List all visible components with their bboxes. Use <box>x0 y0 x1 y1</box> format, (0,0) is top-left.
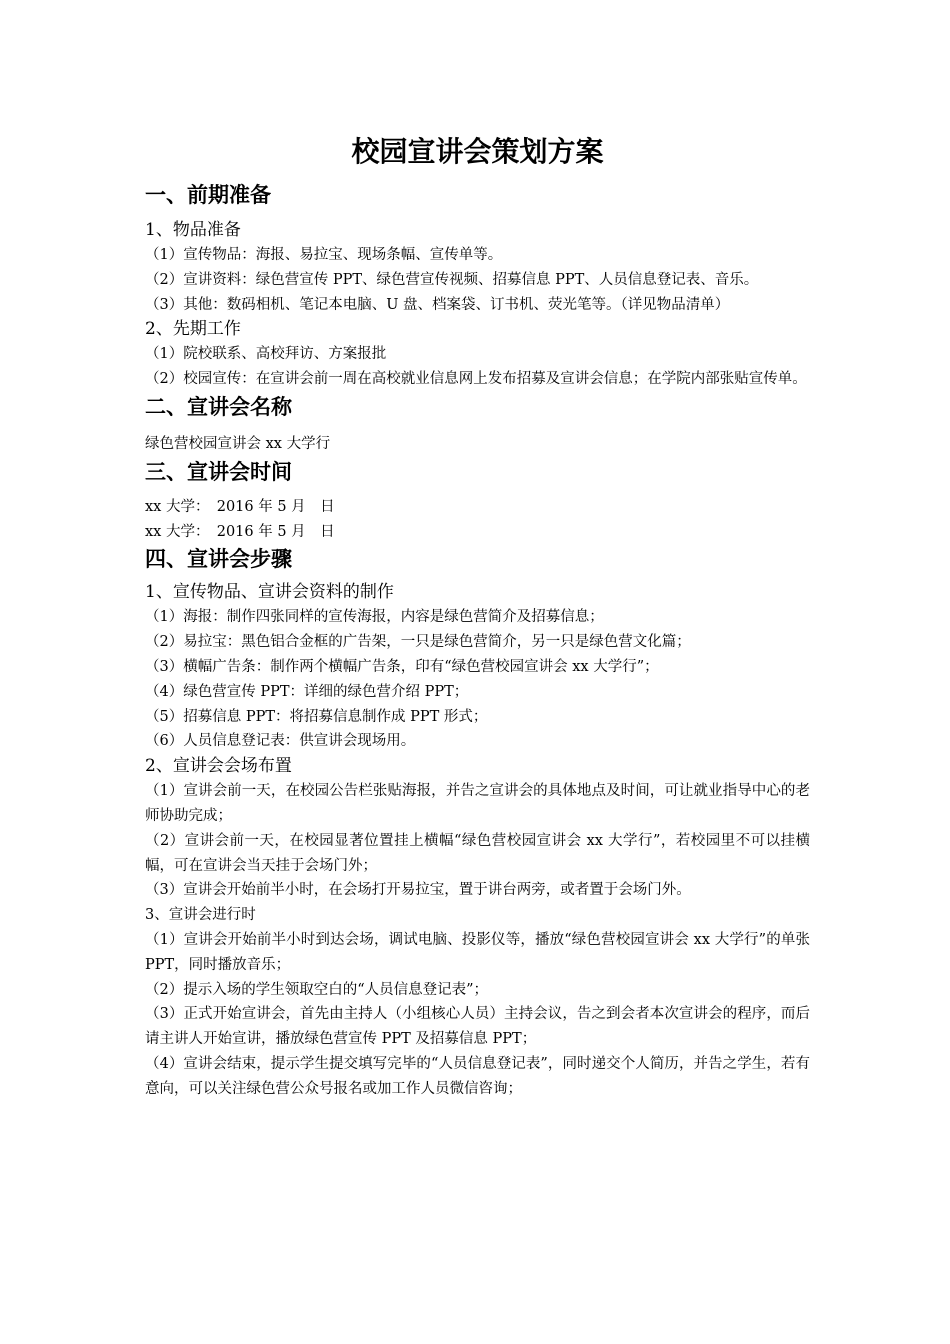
list-item: （6）人员信息登记表：供宣讲会现场用。 <box>145 733 416 750</box>
list-item: （2）宣讲资料：绿色营宣传 PPT、绿色营宣传视频、招募信息 PPT、人员信息登记表、音乐。 <box>145 271 759 288</box>
section-heading-prep: 一、前期准备 <box>145 182 271 207</box>
list-item: （1）宣讲会前一天，在校园公告栏张贴海报，并告之宣讲会的具体地点及时间，可让就业指导中心的老师协助完成； <box>145 783 810 824</box>
list-item: （5）招募信息 PPT：将招募信息制作成 PPT 形式； <box>145 708 488 725</box>
list-item: （1）宣传物品：海报、易拉宝、现场条幅、宣传单等。 <box>145 247 503 263</box>
document-title: 校园宣讲会策划方案 <box>351 135 604 168</box>
subheading-materials: 1、宣传物品、宣讲会资料的制作 <box>145 582 394 603</box>
list-item: （2）校园宣传：在宣讲会前一周在高校就业信息网上发布招募及宣讲会信息；在学院内部张贴宣传单。 <box>145 371 807 388</box>
section-heading-time: 三、宣讲会时间 <box>145 458 292 484</box>
event-name-text: 绿色营校园宣讲会 xx 大学行 <box>145 435 331 452</box>
list-item: （3）宣讲会开始前半小时，在会场打开易拉宝，置于讲台两旁，或者置于会场门外。 <box>145 882 691 899</box>
list-item: （2）提示入场的学生领取空白的“人员信息登记表”； <box>145 981 489 998</box>
list-item: （1）宣讲会开始前半小时到达会场，调试电脑、投影仪等，播放“绿色营校园宣讲会 xx 大学行”的单张 PPT，同时播放音乐； <box>145 931 810 973</box>
list-item: （1）海报：制作四张同样的宣传海报，内容是绿色营简介及招募信息； <box>145 609 604 626</box>
subheading-in-progress: 3、宣讲会进行时 <box>145 907 256 924</box>
list-item: （4）宣讲会结束，提示学生提交填写完毕的“人员信息登记表”，同时递交个人简历，并告之学生，若有意向，可以关注绿色营公众号报名或加工作人员微信咨询； <box>145 1055 810 1097</box>
section-heading-name: 二、宣讲会名称 <box>145 393 292 419</box>
list-item: （4）绿色营宣传 PPT：详细的绿色营介绍 PPT； <box>145 683 469 700</box>
section-heading-steps: 四、宣讲会步骤 <box>145 546 292 572</box>
list-item: （1）院校联系、高校拜访、方案报批 <box>145 346 387 363</box>
list-item: （2）宣讲会前一天，在校园显著位置挂上横幅“绿色营校园宣讲会 xx 大学行”，若校园里不可以挂横幅，可在宣讲会当天挂于会场门外； <box>145 832 810 874</box>
time-line: xx 大学： 2016 年 5 月 日 <box>145 523 335 540</box>
time-line: xx 大学： 2016 年 5 月 日 <box>145 498 335 515</box>
subheading-early-work: 2、先期工作 <box>145 319 241 340</box>
list-item: （2）易拉宝：黑色铝合金框的广告架，一只是绿色营简介，另一只是绿色营文化篇； <box>145 634 691 651</box>
list-item: （3）正式开始宣讲会，首先由主持人（小组核心人员）主持会议，告之到会者本次宣讲会的程序，而后请主讲人开始宣讲，播放绿色营宣传 PPT 及招募信息 PPT； <box>145 1006 810 1048</box>
list-item: （3）横幅广告条：制作两个横幅广告条，印有“绿色营校园宣讲会 xx 大学行”； <box>145 658 659 675</box>
subheading-venue: 2、宣讲会会场布置 <box>145 756 292 777</box>
subheading-items-prep: 1、物品准备 <box>145 220 241 240</box>
document-body <box>145 130 810 1102</box>
list-item: （3）其他：数码相机、笔记本电脑、U 盘、档案袋、订书机、荧光笔等。（详见物品清单） <box>145 296 730 313</box>
